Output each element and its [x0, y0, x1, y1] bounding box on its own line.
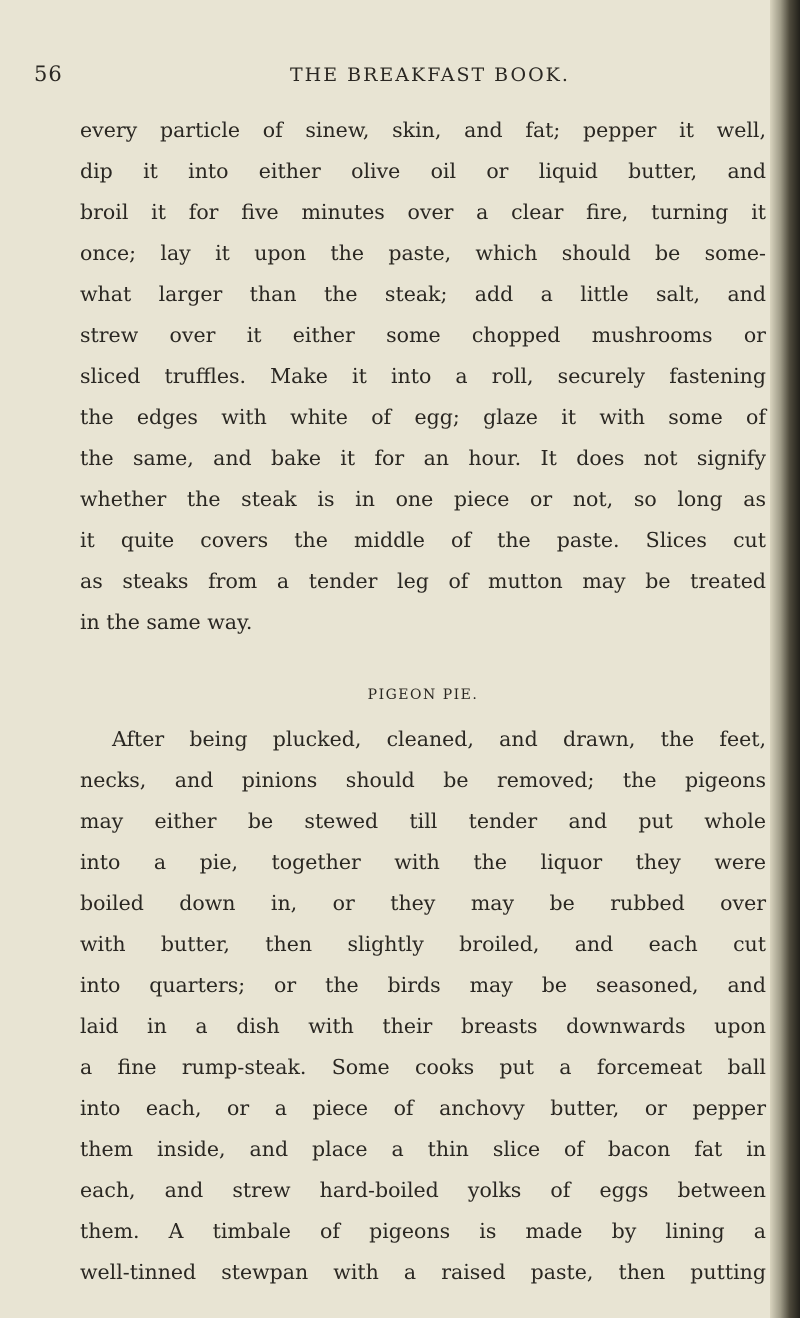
- text-line: it quite covers the middle of the paste. Slices cut: [80, 528, 766, 552]
- section-heading: PIGEON PIE.: [367, 687, 479, 703]
- text-line: strew over it either some chopped mushrooms or: [80, 323, 766, 347]
- text-line: the edges with white of egg; glaze it with some of: [80, 405, 766, 429]
- page-number: 56: [34, 62, 63, 86]
- text-line: After being plucked, cleaned, and drawn, the feet,: [112, 727, 766, 751]
- text-line: them. A timbale of pigeons is made by lining a: [80, 1219, 766, 1243]
- text-line: laid in a dish with their breasts downwards upon: [80, 1014, 766, 1038]
- text-line: with butter, then slightly broiled, and each cut: [80, 932, 766, 956]
- continuation-paragraph: [80, 110, 766, 643]
- text-line: into each, or a piece of anchovy butter, or pepper: [80, 1096, 766, 1120]
- text-line: well-tinned stewpan with a raised paste, then putting: [80, 1260, 766, 1284]
- text-line: the same, and bake it for an hour. It does not signify: [80, 446, 766, 470]
- body-text: [80, 110, 766, 1293]
- text-line: dip it into either olive oil or liquid butter, and: [80, 159, 766, 183]
- text-line: a fine rump-steak. Some cooks put a forcemeat ball: [80, 1055, 766, 1079]
- text-line: each, and strew hard-boiled yolks of eggs between: [80, 1178, 766, 1202]
- text-line: them inside, and place a thin slice of bacon fat in: [80, 1137, 766, 1161]
- book-spine-shadow: [770, 0, 800, 1318]
- text-line: as steaks from a tender leg of mutton may be treated: [80, 569, 766, 593]
- recipe-paragraph: [80, 719, 766, 1293]
- text-line: in the same way.: [80, 610, 253, 634]
- text-line: necks, and pinions should be removed; the pigeons: [80, 768, 766, 792]
- text-line: into quarters; or the birds may be seasoned, and: [80, 973, 766, 997]
- text-line: into a pie, together with the liquor they were: [80, 850, 766, 874]
- text-line: whether the steak is in one piece or not, so long as: [80, 487, 766, 511]
- text-line: may either be stewed till tender and put whole: [80, 809, 766, 833]
- text-line: sliced truffles. Make it into a roll, securely fastening: [80, 364, 766, 388]
- text-line: broil it for five minutes over a clear fire, turning it: [80, 200, 766, 224]
- text-line: once; lay it upon the paste, which should be some-: [80, 241, 766, 265]
- text-line: what larger than the steak; add a little salt, and: [80, 282, 766, 306]
- running-head: THE BREAKFAST BOOK.: [290, 64, 570, 86]
- text-line: boiled down in, or they may be rubbed over: [80, 891, 766, 915]
- text-line: every particle of sinew, skin, and fat; pepper it well,: [80, 118, 766, 142]
